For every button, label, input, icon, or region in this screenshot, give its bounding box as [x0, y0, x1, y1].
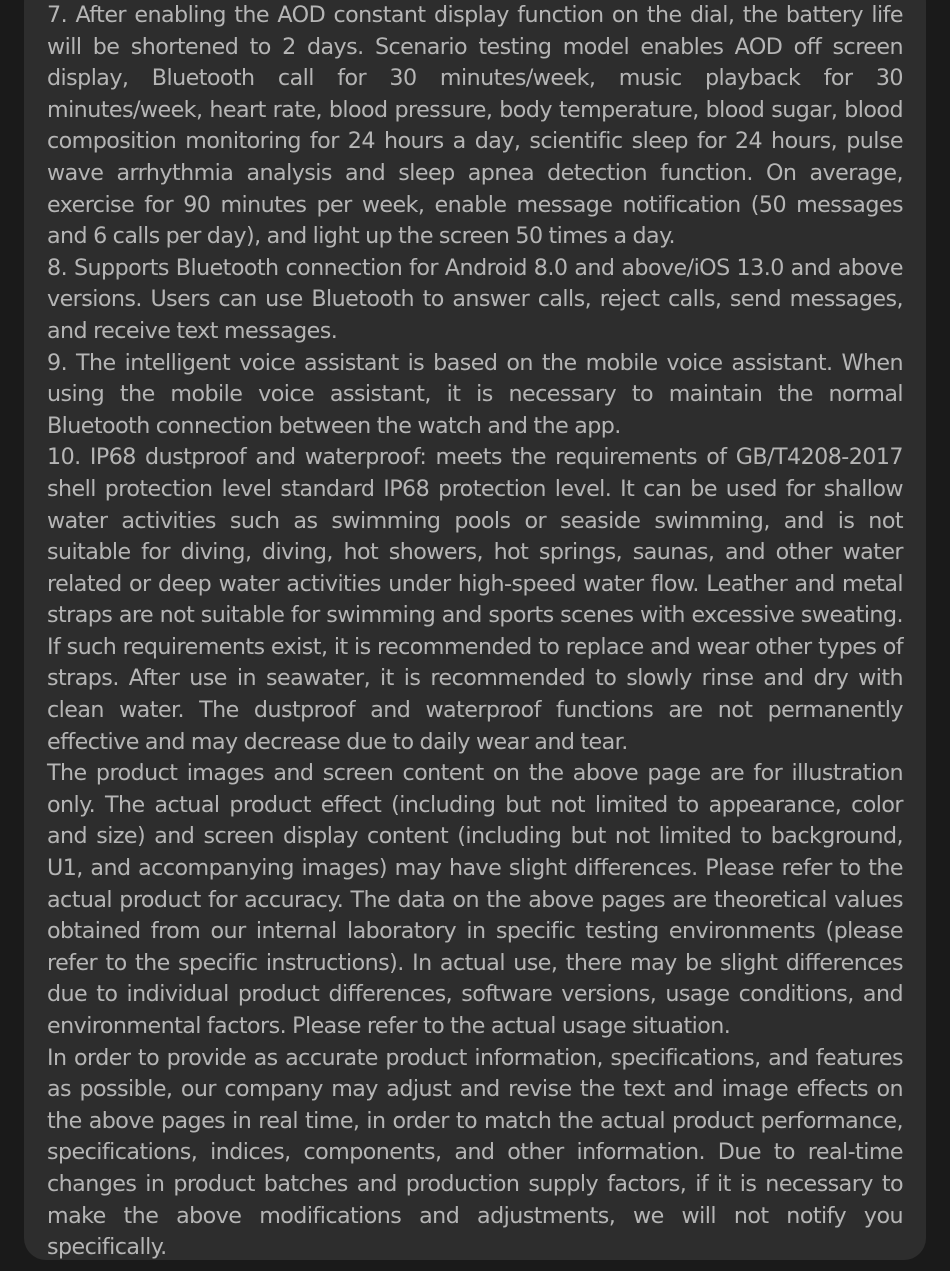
- note-item-10: 10. IP68 dustproof and waterproof: meets the requirements of GB/T4208-2017 shell protection level standard IP68 protection level. It can be used for shallow water activities such as swimming pools or seaside swimming, and is not suitable for diving, diving, hot showers, hot springs, saunas, and other water related or deep water activities under high-speed water flow. Leather and metal straps are not suitable for swimming and sports scenes with excessive sweating. If such requirements exist, it is recommended to replace and wear other types of straps. After use in seawater, it is recommended to slowly rinse and dry with clean water. The dustproof and waterproof functions are not permanently effective and may decrease due to daily wear and tear.: [47, 444, 903, 755]
- note-item-7: 7. After enabling the AOD constant display function on the dial, the battery life will be shortened to 2 days. Scenario testing model enables AOD off screen display, Bluetooth call for 30 minutes/week, music playback for 30 minutes/week, heart rate, blood pressure, body temperature, blood sugar, blood composition monitoring for 24 hours a day, scientific sleep for 24 hours, pulse wave arrhythmia analysis and sleep apnea detection function. On average, exercise for 90 minutes per week, enable message notification (50 messages and 6 calls per day), and light up the screen 50 times a day.: [47, 2, 903, 250]
- note-item-9: 9. The intelligent voice assistant is based on the mobile voice assistant. When using the mobile voice assistant, it is necessary to maintain the normal Bluetooth connection between the watch and the app.: [47, 349, 903, 439]
- revision-disclaimer: In order to provide as accurate product information, specifications, and features as possible, our company may adjust and revise the text and image effects on the above pages in real time, in order to match the actual product performance, specifications, indices, components, and other information. Due to real-time changes in product batches and production supply factors, if it is necessary to make the above modifications and adjustments, we will not notify you specifically.: [47, 1044, 903, 1261]
- product-notes: [47, 0, 903, 1264]
- note-item-8: 8. Supports Bluetooth connection for Android 8.0 and above/iOS 13.0 and above versions. Users can use Bluetooth to answer calls, reject calls, send messages, and receive text messages.: [47, 254, 903, 344]
- illustration-disclaimer: The product images and screen content on the above page are for illustration only. The actual product effect (including but not limited to appearance, color and size) and screen display content (including but not limited to background, U1, and accompanying images) may have slight differences. Please refer to the actual product for accuracy. The data on the above pages are theoretical values obtained from our internal laboratory in specific testing environments (please refer to the specific instructions). In actual use, there may be slight differences due to individual product differences, software versions, usage conditions, and environmental factors. Please refer to the actual usage situation.: [47, 760, 903, 1039]
